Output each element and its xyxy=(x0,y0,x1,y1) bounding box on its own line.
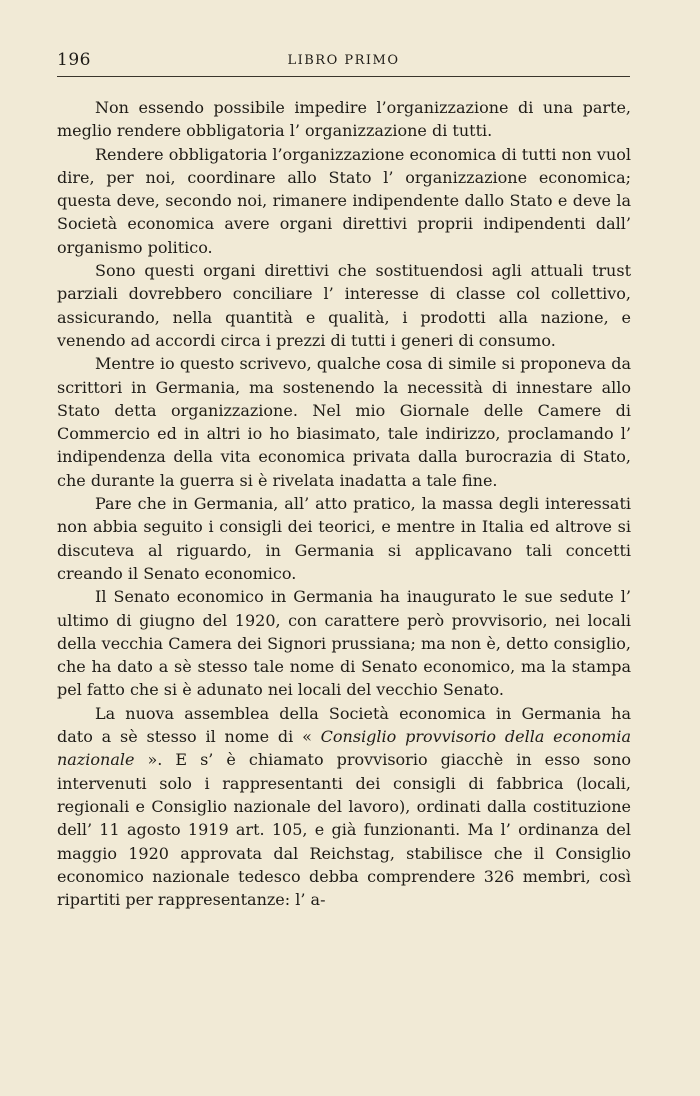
italic-title: Consiglio provvisorio della economia nazionale xyxy=(57,727,631,770)
text-segment: La nuova assemblea della Società economica in Germania ha dato a sè stesso il nome di « xyxy=(57,703,631,747)
paragraph: Sono questi organi direttivi che sostituendosi agli attuali trust parziali dovrebbero conciliare l’ interesse di classe col collettivo, assicurando, nella quantità e qualità, i prodotti alla nazione, e venendo ad accordi circa i prezzi di tutti i generi di consumo. xyxy=(57,261,631,350)
paragraph: Mentre io questo scrivevo, qualche cosa di simile si proponeva da scrittori in Germania, ma sostenendo la necessità di innestare allo Stato detta organizzazione. Nel mio Giornale delle Camere di Commercio ed in altri io ho biasimato, tale indirizzo, proclamando l’ indipendenza della vita economica privata dalla burocrazia di Stato, che durante la guerra si è rivelata inadatta a tale fine. xyxy=(57,354,631,490)
body-text xyxy=(57,96,631,911)
paragraph: Pare che in Germania, all’ atto pratico, la massa degli interessati non abbia seguito i consigli dei teorici, e mentre in Italia ed altrove si discuteva al riguardo, in Germania si applicavano tali concetti creando il Senato economico. xyxy=(57,494,631,583)
running-head: LIBRO PRIMO xyxy=(287,53,400,68)
paragraph: Il Senato economico in Germania ha inaugurato le sue sedute l’ ultimo di giugno del 1920, con carattere però provvisorio, nei locali della vecchia Camera dei Signori prussiana; ma non è, detto consiglio, che ha dato a sè stesso tale nome di Senato economico, ma la stampa pel fatto che si è adunato nei locali del vecchio Senato. xyxy=(57,587,631,700)
paragraph: Non essendo possibile impedire l’organizzazione di una parte, meglio rendere obbligatoria l’ organizzazione di tutti. xyxy=(57,98,631,141)
paragraph: Rendere obbligatoria l’organizzazione economica di tutti non vuol dire, per noi, coordinare allo Stato l’ organizzazione economica; questa deve, secondo noi, rimanere indipendente dallo Stato e deve la Società economica avere organi direttivi proprii indipendenti dall’ organismo politico. xyxy=(57,144,631,257)
page-header xyxy=(57,50,630,72)
paragraph-last xyxy=(57,702,631,912)
page-number: 196 xyxy=(57,50,91,70)
text-segment: ». E s’ è chiamato provvisorio giacchè in esso sono intervenuti solo i rappresentanti dei consigli di fabbrica (locali, regionali e Consiglio nazionale del lavoro), ordinati dalla costituzione dell’ 11 agosto 1919 art. 105, e già funzionanti. Ma l’ ordinanza del maggio 1920 approvata dal Reichstag, stabilisce che il Consiglio economico nazionale tedesco debba comprendere 326 membri, così ripartiti per rappresentanze: l’ a- xyxy=(57,750,631,910)
header-rule xyxy=(57,76,630,77)
